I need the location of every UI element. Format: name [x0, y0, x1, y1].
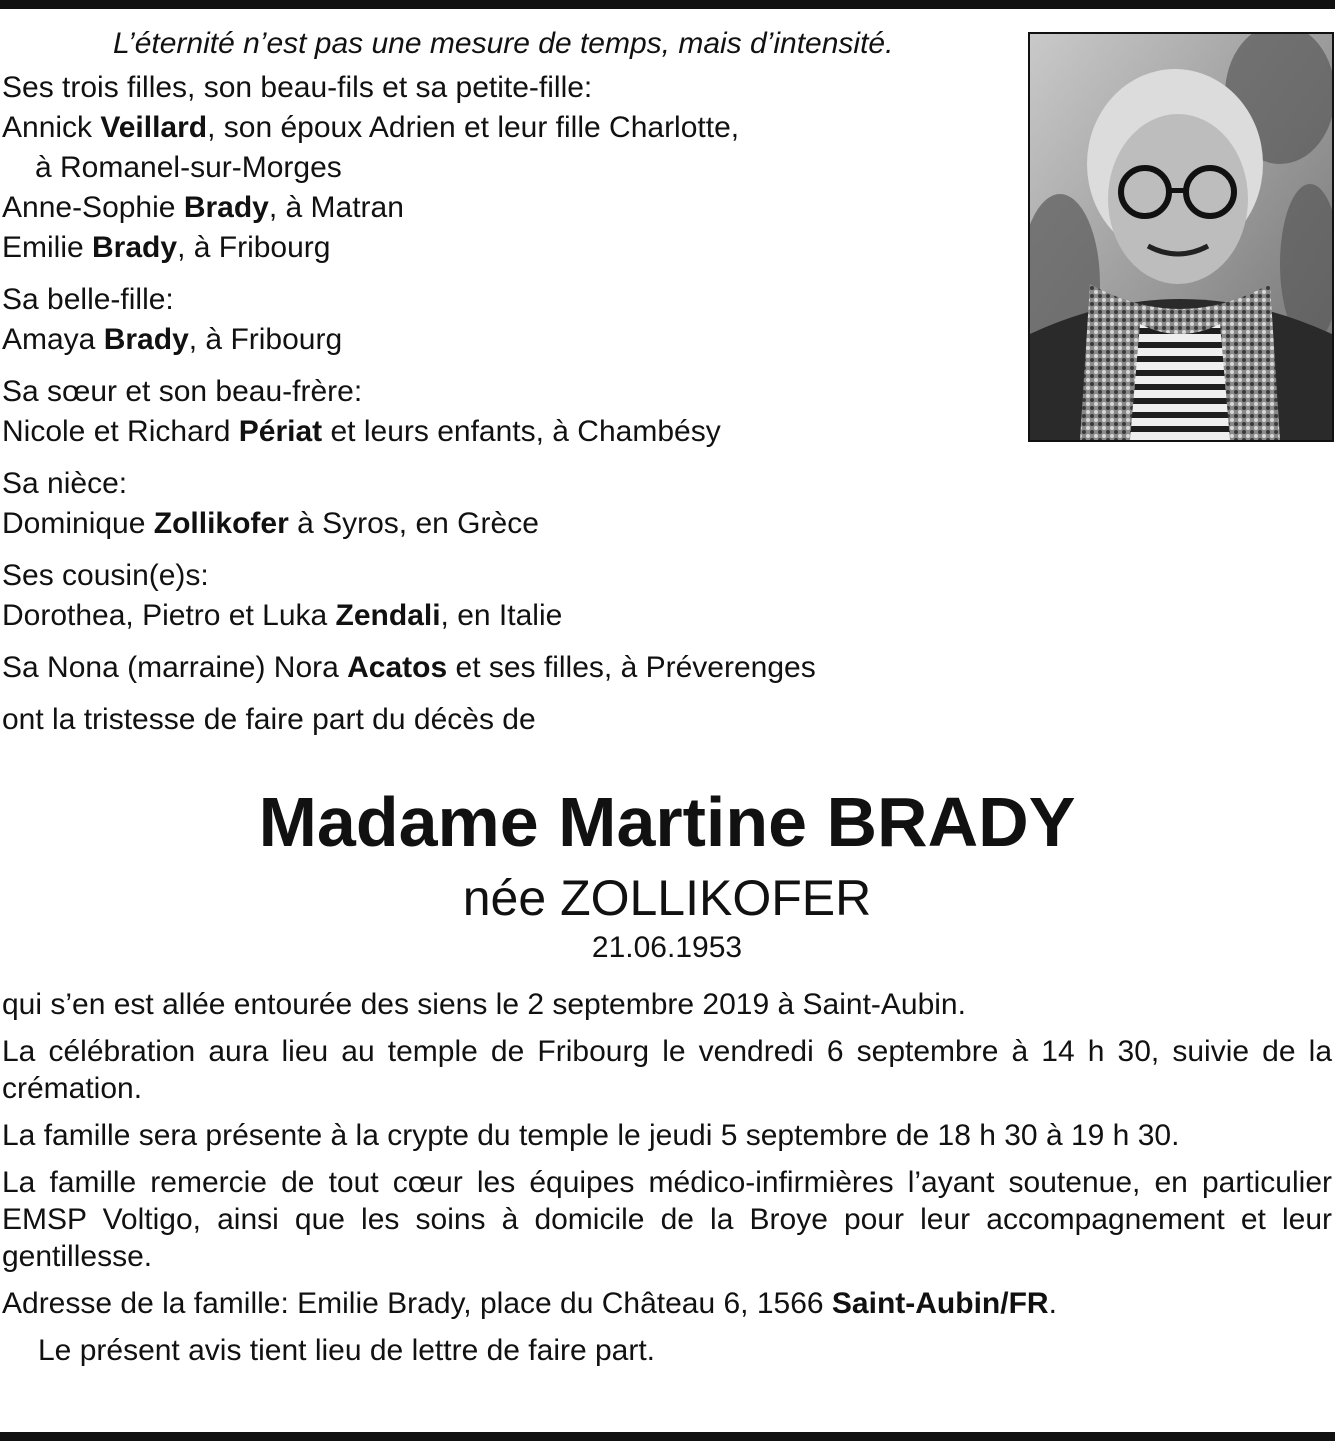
family-group-godmother	[2, 648, 1332, 688]
family-group-daughter-in-law	[2, 280, 1332, 360]
family-group-niece	[2, 464, 1332, 544]
family-member: Annick Veillard, son époux Adrien et leur fille Charlotte,	[2, 111, 740, 144]
group-heading: Ses cousin(e)s:	[2, 559, 209, 592]
maiden-name: née ZOLLIKOFER	[462, 870, 872, 926]
visitation-paragraph: La famille sera présente à la crypte du temple le jeudi 5 septembre de 18 h 30 à 19 h 30.	[2, 1119, 1180, 1152]
group-heading: Sa nièce:	[2, 467, 128, 500]
announcement-line: ont la tristesse de faire part du décès de	[2, 703, 536, 736]
birth-date: 21.06.1953	[591, 931, 743, 964]
thanks-paragraph: La famille remercie de tout cœur les équipes médico-infirmières l’ayant soutenue, en particulier EMSP Voltigo, ainsi que les soins à domicile de la Broye pour leur accompagnement et leur gentillesse.	[2, 1166, 1332, 1273]
ceremony-paragraph: La célébration aura lieu au temple de Fribourg le vendredi 6 septembre à 14 h 30, suivie de la crémation.	[2, 1035, 1332, 1105]
family-group-daughters	[2, 68, 1332, 268]
epigraph: L’éternité n’est pas une mesure de temps, mais d’intensité.	[113, 27, 894, 60]
family-member: Dominique Zollikofer à Syros, en Grèce	[2, 507, 539, 540]
obituary-notice	[2, 24, 1332, 1369]
family-member: Amaya Brady, à Fribourg	[2, 323, 343, 356]
bottom-rule	[0, 1432, 1335, 1441]
family-member: Anne-Sophie Brady, à Matran	[2, 191, 404, 224]
family-member: Dorothea, Pietro et Luka Zendali, en Italie	[2, 599, 563, 632]
family-member-location: à Romanel-sur-Morges	[35, 151, 342, 184]
notice-paragraph: Le présent avis tient lieu de lettre de faire part.	[38, 1334, 656, 1367]
group-heading: Ses trois filles, son beau-fils et sa petite-fille:	[2, 71, 593, 104]
family-member: Sa Nona (marraine) Nora Acatos et ses filles, à Préverenges	[2, 651, 816, 684]
top-rule	[0, 0, 1335, 9]
family-group-sister	[2, 372, 1332, 452]
group-heading: Sa sœur et son beau-frère:	[2, 375, 363, 408]
address-paragraph: Adresse de la famille: Emilie Brady, place du Château 6, 1566 Saint-Aubin/FR.	[2, 1287, 1057, 1320]
group-heading: Sa belle-fille:	[2, 283, 174, 316]
deceased-name: Madame Martine BRADY	[258, 783, 1076, 861]
passing-paragraph: qui s’en est allée entourée des siens le 2 septembre 2019 à Saint-Aubin.	[2, 988, 966, 1021]
family-group-cousins	[2, 556, 1332, 636]
family-member: Nicole et Richard Périat et leurs enfants, à Chambésy	[2, 415, 721, 448]
family-member: Emilie Brady, à Fribourg	[2, 231, 331, 264]
